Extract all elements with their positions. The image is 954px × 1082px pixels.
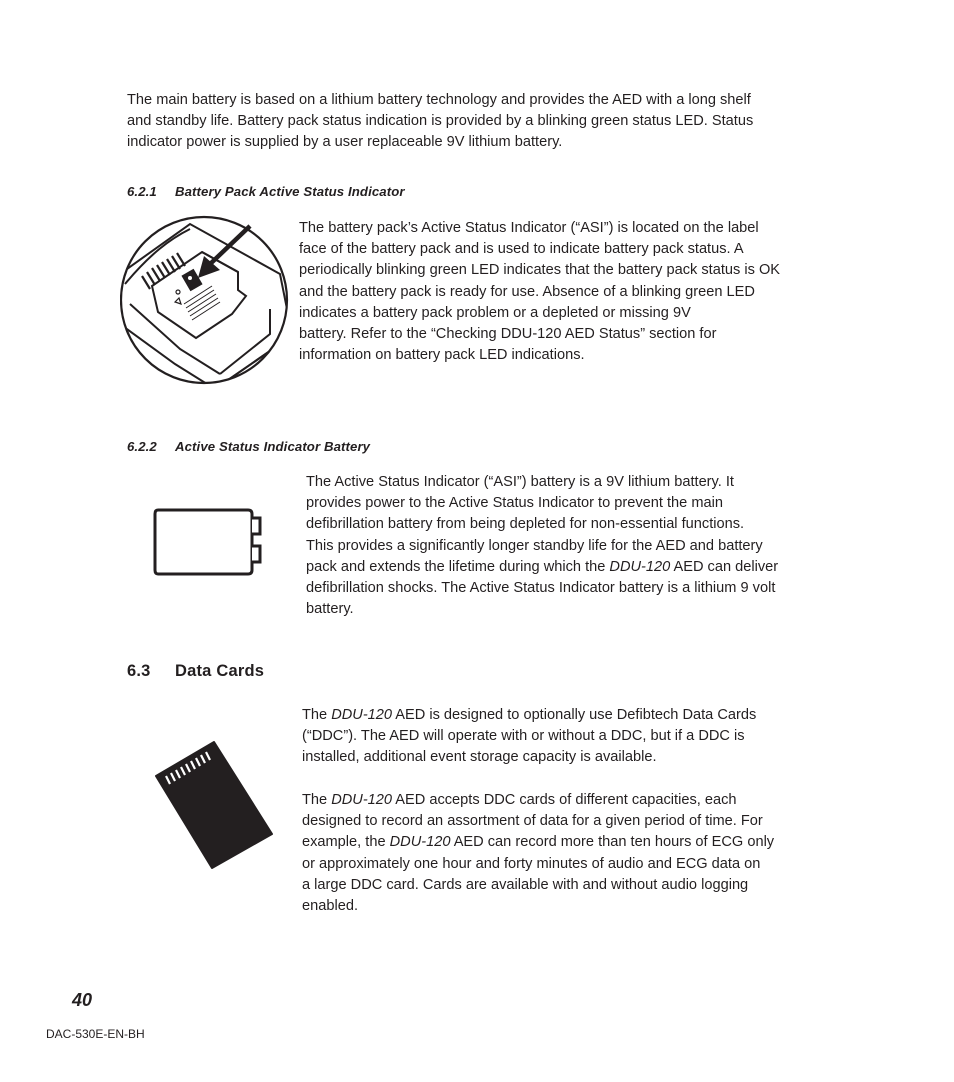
section-622-body: [306, 472, 778, 620]
9v-battery-figure: [150, 504, 268, 580]
body-line: enabled.: [302, 898, 358, 915]
body-line: battery.: [306, 601, 354, 618]
body-line: periodically blinking green LED indicates that the battery pack status is OK: [299, 262, 781, 279]
data-card-figure: [150, 738, 280, 872]
page-number: 40: [72, 990, 93, 1010]
body-line: or approximately one hour and forty minutes of audio and ECG data on: [302, 855, 761, 872]
intro-paragraph: [127, 90, 753, 154]
body-line: a large DDC card. Cards are available with and without audio logging: [302, 876, 749, 893]
body-line: designed to record an assortment of data for a given period of time. For: [302, 813, 763, 830]
body-line: The DDU-120 AED accepts DDC cards of different capacities, each: [302, 792, 737, 808]
battery-pack-figure: [120, 214, 290, 389]
section-title: Battery Pack Active Status Indicator: [175, 184, 405, 199]
section-622-heading: [127, 439, 370, 454]
section-63-paragraph-2: [302, 790, 774, 917]
body-line: example, the DDU-120 AED can record more than ten hours of ECG only: [302, 834, 775, 851]
section-title: Data Cards: [175, 662, 265, 680]
body-line: pack and extends the lifetime during which the DDU-120 AED can deliver: [306, 558, 779, 575]
intro-line: and standby life. Battery pack status indication is provided by a blinking green status LED. Status: [127, 113, 754, 130]
body-line: defibrillation battery from being depleted for non-essential functions.: [306, 516, 745, 533]
model-name: DDU-120: [389, 834, 451, 851]
body-line: The DDU-120 AED is designed to optionally use Defibtech Data Cards: [302, 707, 757, 723]
body-line: defibrillation shocks. The Active Status Indicator battery is a lithium 9 volt: [306, 580, 776, 597]
model-name: DDU-120: [609, 558, 671, 575]
body-line: The Active Status Indicator (“ASI”) battery is a 9V lithium battery. It: [306, 474, 734, 490]
body-line: The battery pack’s Active Status Indicator (“ASI”) is located on the label: [299, 220, 759, 236]
section-621-body: [299, 218, 780, 366]
model-name: DDU-120: [331, 792, 393, 808]
model-name: DDU-120: [331, 707, 393, 723]
body-line: installed, additional event storage capacity is available.: [302, 749, 657, 766]
document-id: DAC-530E-EN-BH: [46, 1027, 145, 1041]
intro-line: The main battery is based on a lithium battery technology and provides the AED with a long shelf: [127, 92, 751, 108]
body-line: (“DDC”). The AED will operate with or without a DDC, but if a DDC is: [302, 728, 745, 745]
intro-line: indicator power is supplied by a user replaceable 9V lithium battery.: [127, 134, 563, 151]
body-line: information on battery pack LED indications.: [299, 347, 585, 364]
body-line: and the battery pack is ready for use. Absence of a blinking green LED: [299, 283, 755, 300]
body-line: provides power to the Active Status Indicator to prevent the main: [306, 495, 723, 512]
body-line: battery. Refer to the “Checking DDU-120 AED Status” section for: [299, 326, 717, 343]
section-63-paragraph-1: [302, 705, 756, 769]
section-number: 6.2.2: [127, 439, 157, 454]
section-title: Active Status Indicator Battery: [175, 439, 371, 454]
section-63-heading: [127, 662, 264, 681]
section-621-heading: [127, 184, 405, 199]
section-number: 6.3: [127, 662, 151, 680]
section-number: 6.2.1: [127, 184, 157, 199]
body-line: indicates a battery pack problem or a depleted or missing 9V: [299, 304, 691, 321]
body-line: face of the battery pack and is used to indicate battery pack status. A: [299, 241, 744, 258]
body-line: This provides a significantly longer standby life for the AED and battery: [306, 537, 763, 554]
